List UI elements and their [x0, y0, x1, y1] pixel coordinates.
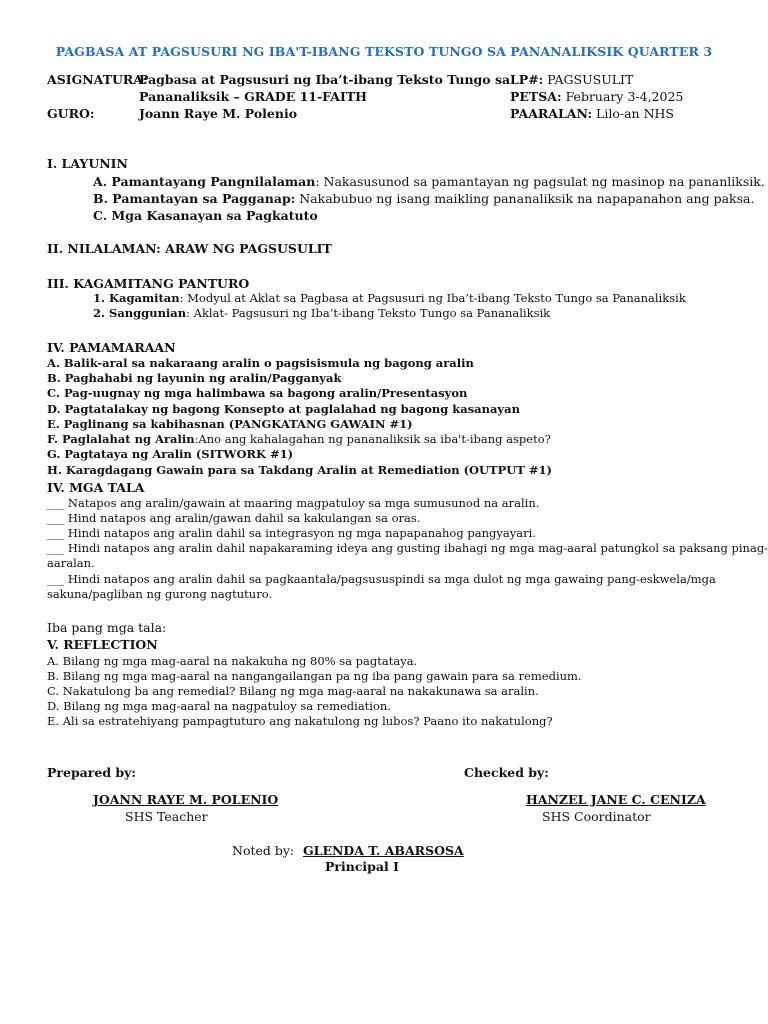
- petsa-value: February 3-4,2025: [565, 89, 684, 104]
- pamamaraan-f: [47, 432, 551, 447]
- reflection-b: B. Bilang ng mga mag-aaral na nangangailangan pa ng iba pang gawain para sa remedium.: [47, 669, 582, 683]
- pamamaraan-e: E. Paglinang sa kabihasnan (PANGKATANG GAWAIN #1): [47, 417, 413, 431]
- prepared-by-label: Prepared by:: [47, 765, 137, 780]
- iba-pang-tala: Iba pang mga tala:: [47, 620, 167, 635]
- pamamaraan-c: C. Pag-uugnay ng mga halimbawa sa bagong aralin/Presentasyon: [47, 386, 468, 400]
- tala-line-5b: sakuna/pagliban ng gurong nagtuturo.: [47, 587, 273, 601]
- kagamitan-item-2-label: 2. Sanggunian: [93, 306, 187, 320]
- paaralan-line: [510, 105, 674, 122]
- layunin-a-label: A. Pamantayang Pangnilalaman: [93, 174, 316, 189]
- checked-by-label: Checked by:: [464, 765, 549, 780]
- kagamitan-item-2-text: : Aklat- Pagsusuri ng Iba’t-ibang Teksto Tungo sa Pananaliksik: [186, 306, 551, 320]
- pamamaraan-f-text: :Ano ang kahalagahan ng pananaliksik sa iba't-ibang aspeto?: [194, 432, 551, 446]
- pamamaraan-heading: IV. PAMAMARAAN: [47, 340, 176, 355]
- layunin-heading: I. LAYUNIN: [47, 156, 128, 171]
- pamamaraan-d: D. Pagtatalakay ng bagong Konsepto at paglalahad ng bagong kasanayan: [47, 402, 520, 416]
- asignatura-label: ASIGNATURA:: [47, 72, 148, 87]
- tala-line-2: ___ Hind natapos ang aralin/gawan dahil sa kakulangan sa oras.: [47, 511, 421, 525]
- tala-line-5a: ___ Hindi natapos ang aralin dahil sa pagkaantala/pagsususpindi sa mga dulot ng mga gawaing pang-eskwela/mga: [47, 572, 716, 586]
- checked-by-role: SHS Coordinator: [542, 809, 651, 824]
- pamamaraan-b: B. Paghahabi ng layunin ng aralin/Pagganyak: [47, 371, 342, 385]
- lp-value: PAGSUSULIT: [547, 72, 634, 87]
- tala-line-3: ___ Hindi natapos ang aralin dahil sa integrasyon ng mga napapanahog pangyayari.: [47, 526, 536, 540]
- pamamaraan-h: H. Karagdagang Gawain para sa Takdang Aralin at Remediation (OUTPUT #1): [47, 463, 552, 477]
- layunin-a-text: : Nakasusunod sa pamantayan ng pagsulat ng masinop na pananliksik.: [315, 174, 765, 189]
- layunin-b: [93, 190, 754, 207]
- reflection-e: E. Ali sa estratehiyang pampagtuturo ang nakatulong ng lubos? Paano ito nakatulong?: [47, 714, 553, 728]
- paaralan-value: Lilo-an NHS: [596, 106, 674, 121]
- asignatura-value-2: Pananaliksik – GRADE 11-FAITH: [139, 89, 367, 104]
- noted-by-label: Noted by:: [232, 843, 295, 858]
- noted-by-name: GLENDA T. ABARSOSA: [303, 843, 464, 858]
- layunin-b-label: B. Pamantayan sa Pagganap:: [93, 191, 296, 206]
- document-title: PAGBASA AT PAGSUSURI NG IBA'T-IBANG TEKSTO TUNGO SA PANANALIKSIK QUARTER 3: [55, 44, 713, 59]
- prepared-by-role: SHS Teacher: [125, 809, 208, 824]
- kagamitan-item-1-label: 1. Kagamitan: [93, 291, 180, 305]
- pamamaraan-a: A. Balik-aral sa nakaraang aralin o pagsisismula ng bagong aralin: [47, 356, 474, 370]
- reflection-c: C. Nakatulong ba ang remedial? Bilang ng mga mag-aaral na nakakunawa sa aralin.: [47, 684, 539, 698]
- kagamitan-heading: III. KAGAMITANG PANTURO: [47, 276, 250, 291]
- kagamitan-item-2: [93, 306, 550, 321]
- layunin-a: [93, 173, 765, 190]
- tala-line-4a: ___ Hindi natapos ang aralin dahil napakaraming ideya ang gusting ibahagi ng mga mag-aaral patungkol sa paksang pinag-: [47, 541, 768, 555]
- lp-line: [510, 71, 633, 88]
- prepared-by-name: JOANN RAYE M. POLENIO: [93, 792, 279, 807]
- paaralan-label: PAARALAN:: [510, 106, 593, 121]
- layunin-c: C. Mga Kasanayan sa Pagkatuto: [93, 208, 318, 223]
- tala-line-4b: aaralan.: [47, 556, 95, 570]
- reflection-a: A. Bilang ng mga mag-aaral na nakakuha ng 80% sa pagtataya.: [47, 654, 418, 668]
- kagamitan-item-1: [93, 291, 686, 306]
- petsa-label: PETSA:: [510, 89, 562, 104]
- checked-by-name: HANZEL JANE C. CENIZA: [526, 792, 706, 807]
- tala-heading: IV. MGA TALA: [47, 480, 145, 495]
- nilalaman-heading: II. NILALAMAN: ARAW NG PAGSUSULIT: [47, 241, 332, 256]
- tala-line-1: ___ Natapos ang aralin/gawain at maaring magpatuloy sa mga sumusunod na aralin.: [47, 496, 540, 510]
- pamamaraan-g: G. Pagtataya ng Aralin (SITWORK #1): [47, 447, 294, 461]
- reflection-heading: V. REFLECTION: [47, 637, 158, 652]
- pamamaraan-f-label: F. Paglalahat ng Aralin: [47, 432, 195, 446]
- kagamitan-item-1-text: : Modyul at Aklat sa Pagbasa at Pagsusuri ng Iba’t-ibang Teksto Tungo sa Pananaliksik: [179, 291, 686, 305]
- reflection-d: D. Bilang ng mga mag-aaral na nagpatuloy sa remediation.: [47, 699, 391, 713]
- guro-value: Joann Raye M. Polenio: [139, 106, 298, 121]
- guro-label: GURO:: [47, 106, 95, 121]
- lp-label: LP#:: [510, 72, 544, 87]
- asignatura-value-1: Pagbasa at Pagsusuri ng Iba’t-ibang Teksto Tungo sa: [139, 72, 511, 87]
- noted-by-role: Principal I: [325, 859, 399, 874]
- layunin-b-text: Nakabubuo ng isang maikling pananaliksik na napapanahon ang paksa.: [295, 191, 755, 206]
- petsa-line: [510, 88, 683, 105]
